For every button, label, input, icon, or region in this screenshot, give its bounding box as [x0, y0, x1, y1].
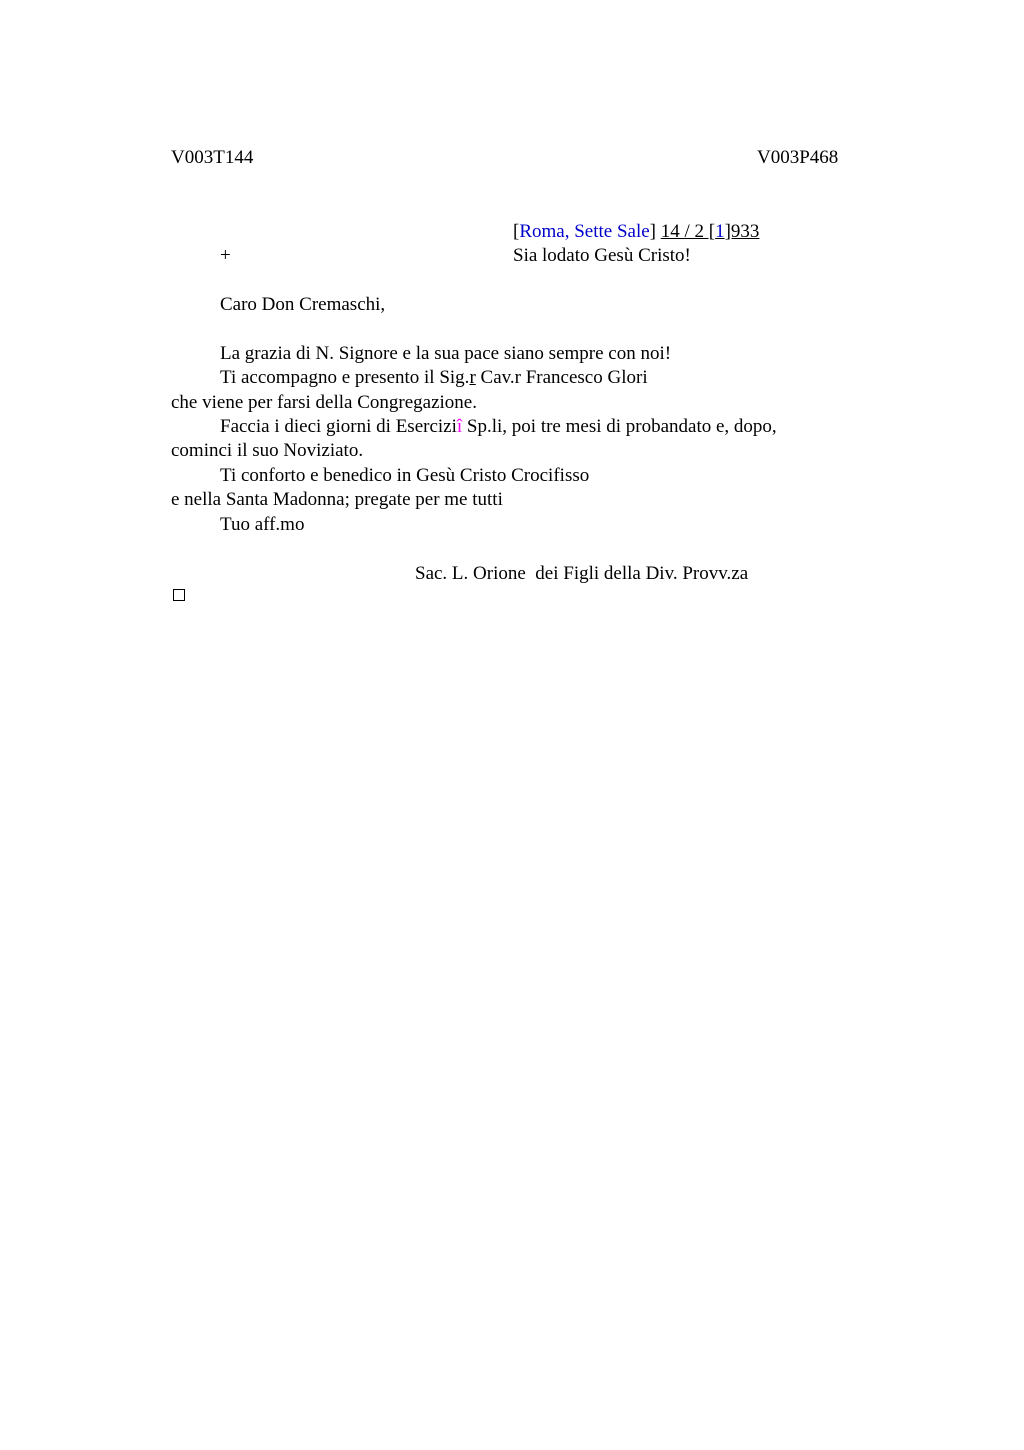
- checkbox-icon[interactable]: [173, 589, 185, 601]
- body-line-4-post: Sp.li, poi tre mesi di probandato e, dopo,: [462, 416, 777, 437]
- body-line-2-pre: Ti accompagno e presento il Sig.: [220, 367, 470, 388]
- dateline-open-bracket: [: [513, 221, 520, 242]
- body-line-8: Tuo aff.mo: [220, 514, 305, 535]
- body-line-6: Ti conforto e benedico in Gesù Cristo Crocifisso: [220, 465, 590, 486]
- body-line-4-pre: Faccia i dieci giorni di Esercizi: [220, 416, 457, 437]
- dateline-date-part1: 14 / 2 [: [660, 221, 716, 242]
- header-right-code: V003P468: [757, 147, 839, 168]
- body-line-7: e nella Santa Madonna; pregate per me tutti: [171, 489, 503, 510]
- body-line-4: [220, 415, 777, 439]
- signature: Sac. L. Orione dei Figli della Div. Provv.za: [415, 563, 749, 584]
- dateline-date-part2: ]933: [724, 221, 760, 242]
- dateline-close-bracket: ]: [649, 221, 656, 242]
- body-line-4-mark: î: [456, 416, 463, 437]
- body-line-5: cominci il suo Noviziato.: [171, 440, 364, 461]
- greeting: Caro Don Cremaschi,: [220, 294, 386, 315]
- header-left-code: V003T144: [171, 147, 254, 168]
- dateline-date: [661, 221, 760, 242]
- cross-mark: +: [220, 245, 231, 266]
- body-line-2-sup: r: [469, 367, 476, 388]
- body-line-2: [220, 366, 648, 390]
- dateline-date-digit: 1: [715, 221, 725, 242]
- dateline-place: Roma, Sette Sale: [519, 221, 650, 242]
- salutation-top: Sia lodato Gesù Cristo!: [513, 245, 691, 266]
- dateline: [513, 220, 759, 244]
- body-line-1: La grazia di N. Signore e la sua pace siano sempre con noi!: [220, 343, 672, 364]
- body-line-3: che viene per farsi della Congregazione.: [171, 392, 477, 413]
- body-line-2-post: Cav.r Francesco Glori: [475, 367, 648, 388]
